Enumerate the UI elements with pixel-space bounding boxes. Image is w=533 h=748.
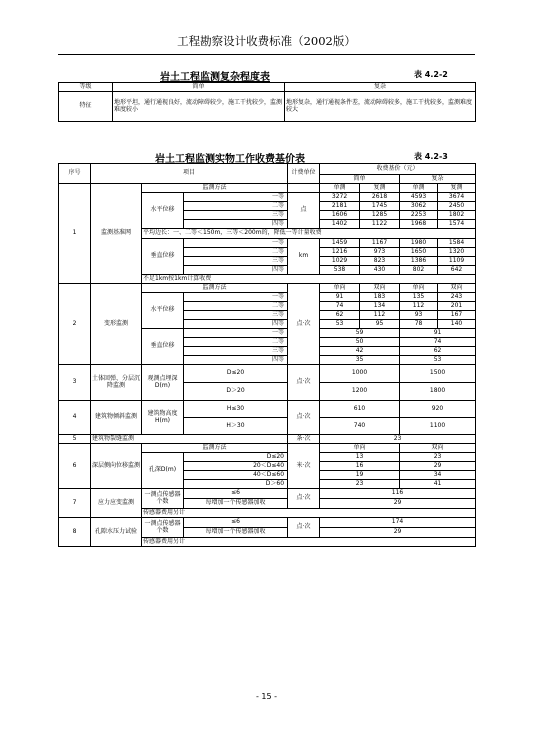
value-cell: 1968 <box>400 220 438 229</box>
value-cell: 3062 <box>400 202 438 211</box>
level-cell: 三等 <box>184 311 288 320</box>
sub-horizontal: 水平位移 <box>142 293 184 329</box>
value-cell: 3272 <box>320 193 360 202</box>
level-cell: 二等 <box>184 248 288 257</box>
value-cell: 23 <box>320 480 400 489</box>
seq-2: 2 <box>59 284 91 365</box>
value-cell: 2253 <box>400 211 438 220</box>
method-label: 监测方法 <box>142 284 288 293</box>
value-cell: 802 <box>400 266 438 275</box>
value-cell: 135 <box>400 293 438 302</box>
value-cell: 1745 <box>360 202 400 211</box>
sub-depth: 观测点埋深D(m) <box>142 365 184 401</box>
value-cell: 1100 <box>400 418 476 435</box>
condition-cell: D≤20 <box>184 453 288 462</box>
note-vertical: 不足1km按1km计算收费 <box>142 275 476 284</box>
value-cell: 1216 <box>320 248 360 257</box>
table1-title: 岩土工程监测复杂程度表 <box>160 72 270 83</box>
item-name-4: 建筑物倾斜监测 <box>91 401 142 435</box>
condition-cell: 40＜D≤60 <box>184 471 288 480</box>
value-cell: 35 <box>320 356 400 365</box>
value-cell: 1500 <box>400 365 476 383</box>
value-cell: 1802 <box>438 211 476 220</box>
value-cell: 1402 <box>320 220 360 229</box>
value-cell: 167 <box>438 311 476 320</box>
sensor-note: 传感器费用另计 <box>142 509 476 518</box>
value-cell: 62 <box>320 311 360 320</box>
value-cell: 29 <box>320 499 476 509</box>
value-cell: 183 <box>360 293 400 302</box>
value-cell: 2618 <box>360 193 400 202</box>
hdr-repeat: 复测 <box>438 184 476 193</box>
condition-cell: D＞60 <box>184 480 288 489</box>
value-cell: 1320 <box>438 248 476 257</box>
value-cell: 1386 <box>400 257 438 266</box>
value-cell: 1800 <box>400 383 476 401</box>
value-cell: 1584 <box>438 239 476 248</box>
level-cell: 三等 <box>184 347 288 356</box>
hdr-one-way: 单向 <box>320 444 400 453</box>
level-cell: 四等 <box>184 320 288 329</box>
value-cell: 1109 <box>438 257 476 266</box>
value-cell: 29 <box>320 528 476 538</box>
value-cell: 19 <box>320 471 400 480</box>
value-cell: 13 <box>320 453 400 462</box>
value-cell: 16 <box>320 462 400 471</box>
level-cell: 一等 <box>184 293 288 302</box>
value-cell: 53 <box>400 356 476 365</box>
table2-number: 表 4.2-3 <box>414 152 448 161</box>
unit-blank <box>288 184 320 193</box>
extra-sensor-label: 每增加一个传感器加收 <box>184 499 288 509</box>
unit-meter-time: 米·次 <box>288 444 320 489</box>
unit-point-time: 点·次 <box>288 401 320 435</box>
condition-cell: H＞30 <box>184 418 288 435</box>
unit-point-time: 点·次 <box>288 365 320 401</box>
sensor-note: 传感器费用另计 <box>142 538 476 547</box>
value-cell: 973 <box>360 248 400 257</box>
seq-5: 5 <box>59 435 91 444</box>
unit-point-time: 点·次 <box>288 518 320 538</box>
value-cell: 93 <box>400 311 438 320</box>
value-cell: 74 <box>320 302 360 311</box>
level-cell: 四等 <box>184 220 288 229</box>
value-cell: 1606 <box>320 211 360 220</box>
col-seq: 序号 <box>59 164 91 184</box>
value-cell: 62 <box>400 347 476 356</box>
value-cell: 1122 <box>360 220 400 229</box>
value-cell: 29 <box>400 462 476 471</box>
value-cell: 140 <box>438 320 476 329</box>
hdr-two-way: 双向 <box>400 444 476 453</box>
hdr-one-way: 单向 <box>320 284 360 293</box>
col-item: 项目 <box>91 164 288 184</box>
value-cell: 134 <box>360 302 400 311</box>
table2-title: 岩土工程监测实物工作收费基价表 <box>155 154 305 165</box>
value-cell: 1167 <box>360 239 400 248</box>
unit-km: km <box>288 239 320 275</box>
level-cell: 三等 <box>184 257 288 266</box>
col-unit: 计费单位 <box>288 164 320 184</box>
method-label: 监测方法 <box>142 444 288 453</box>
value-cell: 53 <box>320 320 360 329</box>
seq-7: 7 <box>59 489 91 518</box>
seq-3: 3 <box>59 365 91 401</box>
sub-horizontal: 水平位移 <box>142 193 184 229</box>
sensor-count-label: 一测点传感器个数 <box>142 489 184 509</box>
col-price: 收费基价（元） <box>320 164 476 175</box>
value-cell: 1200 <box>320 383 400 401</box>
condition-cell: 20＜D≤40 <box>184 462 288 471</box>
table1-number: 表 4.2-2 <box>414 70 448 79</box>
level-cell: 三等 <box>184 211 288 220</box>
value-cell: 34 <box>400 471 476 480</box>
sensor-count-label: 一测点传感器个数 <box>142 518 184 538</box>
value-cell: 1000 <box>320 365 400 383</box>
row-feature-label: 特征 <box>59 92 113 122</box>
item-name-7: 应力应变监测 <box>91 489 142 518</box>
sub-height: 建筑物高度H(m) <box>142 401 184 435</box>
value-cell: 1980 <box>400 239 438 248</box>
unit-point-time: 点·次 <box>288 284 320 365</box>
level-cell: 二等 <box>184 202 288 211</box>
complexity-table <box>58 82 476 122</box>
unit-line-time: 条·次 <box>288 435 320 444</box>
hdr-two-way: 双向 <box>438 284 476 293</box>
col-complex: 复杂 <box>285 83 476 92</box>
value-cell: 2450 <box>438 202 476 211</box>
value-cell: 642 <box>438 266 476 275</box>
value-cell: 116 <box>320 489 476 499</box>
note-horizontal: 平均边长：一、二等＜150m，三等＜200m的，降低一等计量收费 <box>142 229 476 239</box>
level-cell: 四等 <box>184 266 288 275</box>
item-name-3: 土体回弹、分层沉降监测 <box>91 365 142 401</box>
value-cell: 920 <box>400 401 476 418</box>
level-cell: 一等 <box>184 329 288 338</box>
item-name-1: 监测基准网 <box>91 184 142 284</box>
col-simple: 简单 <box>113 83 285 92</box>
value-cell: 1574 <box>438 220 476 229</box>
page-header: 工程勘察设计收费标准（2002版） <box>177 34 356 48</box>
value-cell: 112 <box>360 311 400 320</box>
value-cell: 23 <box>400 453 476 462</box>
value-cell: 2181 <box>320 202 360 211</box>
complex-feature: 地形复杂，通行通视条件差，流动障碍较多，施工干扰较多，监测难度较大 <box>285 92 476 122</box>
simple-feature: 地形平坦，通行通视良好，流动障碍较少，施工干扰较少，监测难度较小 <box>113 92 285 122</box>
value-cell: 201 <box>438 302 476 311</box>
value-cell: 538 <box>320 266 360 275</box>
level-cell: 二等 <box>184 338 288 347</box>
unit-point-time: 点·次 <box>288 489 320 509</box>
value-cell: 243 <box>438 293 476 302</box>
condition-cell: ≤6 <box>184 518 288 528</box>
extra-sensor-label: 每增加一个传感器加收 <box>184 528 288 538</box>
sub-vertical: 垂直位移 <box>142 329 184 365</box>
value-cell: 42 <box>320 347 400 356</box>
col-price-simple: 简单 <box>320 175 400 184</box>
value-cell: 41 <box>400 480 476 489</box>
condition-cell: D≤20 <box>184 365 288 383</box>
item-name-5: 建筑物裂缝监测 <box>91 435 288 444</box>
condition-cell: ≤6 <box>184 489 288 499</box>
page-number: - 15 - <box>255 692 278 701</box>
condition-cell: D＞20 <box>184 383 288 401</box>
value-cell: 1029 <box>320 257 360 266</box>
method-label: 监测方法 <box>142 184 288 193</box>
sub-hole-depth: 孔深D(m) <box>142 453 184 489</box>
seq-4: 4 <box>59 401 91 435</box>
value-cell: 74 <box>400 338 476 347</box>
level-cell: 四等 <box>184 356 288 365</box>
hdr-repeat: 复测 <box>360 184 400 193</box>
value-cell: 23 <box>320 435 476 444</box>
item-name-2: 变形监测 <box>91 284 142 365</box>
value-cell: 91 <box>320 293 360 302</box>
value-cell: 823 <box>360 257 400 266</box>
value-cell: 174 <box>320 518 476 528</box>
level-cell: 一等 <box>184 239 288 248</box>
item-name-8: 孔隙水压力试验 <box>91 518 142 547</box>
header-rule <box>58 54 475 55</box>
seq-6: 6 <box>59 444 91 489</box>
value-cell: 91 <box>400 329 476 338</box>
value-cell: 95 <box>360 320 400 329</box>
value-cell: 50 <box>320 338 400 347</box>
value-cell: 3674 <box>438 193 476 202</box>
condition-cell: H≤30 <box>184 401 288 418</box>
level-cell: 二等 <box>184 302 288 311</box>
value-cell: 112 <box>400 302 438 311</box>
level-cell: 一等 <box>184 193 288 202</box>
sub-vertical: 垂直位移 <box>142 239 184 275</box>
value-cell: 78 <box>400 320 438 329</box>
unit-point: 点 <box>288 193 320 229</box>
hdr-two-way: 双向 <box>360 284 400 293</box>
col-level: 等级 <box>59 83 113 92</box>
price-table <box>58 163 476 547</box>
value-cell: 1650 <box>400 248 438 257</box>
value-cell: 430 <box>360 266 400 275</box>
hdr-single: 单测 <box>320 184 360 193</box>
value-cell: 1285 <box>360 211 400 220</box>
hdr-one-way: 单向 <box>400 284 438 293</box>
value-cell: 59 <box>320 329 400 338</box>
value-cell: 1459 <box>320 239 360 248</box>
item-name-6: 深层侧向位移监测 <box>91 444 142 489</box>
value-cell: 740 <box>320 418 400 435</box>
col-price-complex: 复杂 <box>400 175 476 184</box>
seq-8: 8 <box>59 518 91 547</box>
value-cell: 4593 <box>400 193 438 202</box>
hdr-single: 单测 <box>400 184 438 193</box>
value-cell: 610 <box>320 401 400 418</box>
seq-1: 1 <box>59 184 91 284</box>
